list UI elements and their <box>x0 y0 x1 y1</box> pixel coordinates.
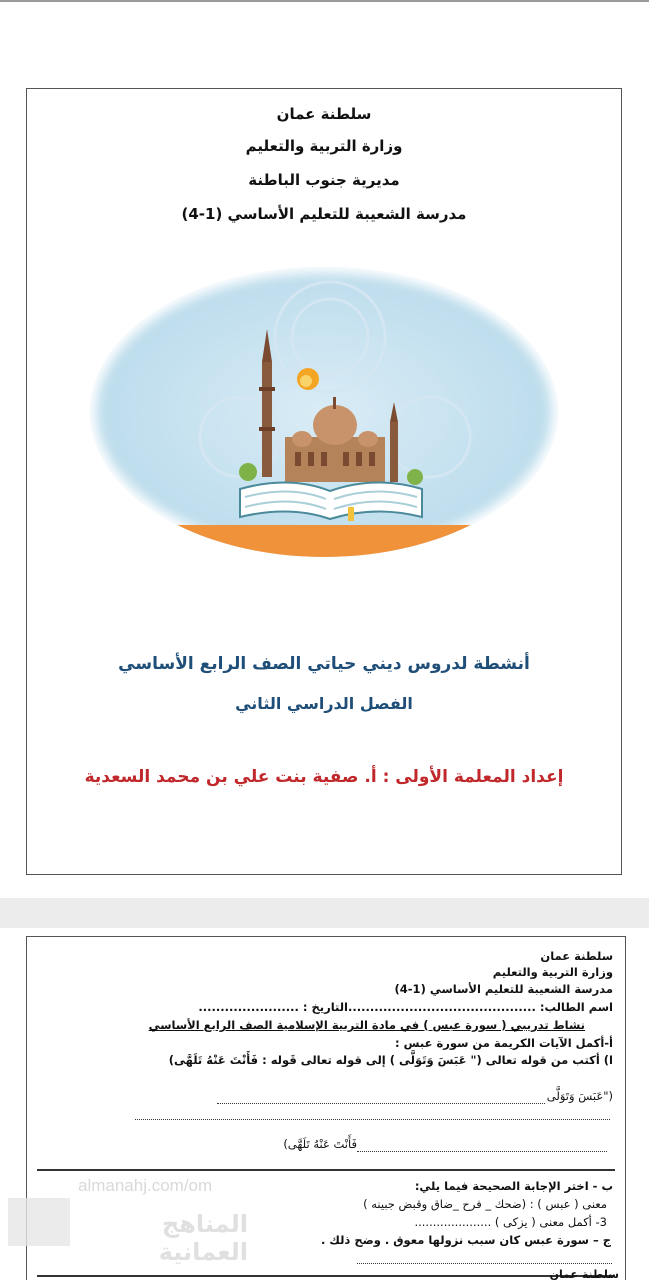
top-divider <box>0 0 649 2</box>
open-book-icon <box>240 482 422 519</box>
ws-header-line-3: مدرسة الشعيبة للتعليم الأساسي (1-4) <box>394 982 613 996</box>
cover-header-line-2: وزارة التربية والتعليم <box>245 137 403 155</box>
section-divider <box>37 1275 615 1277</box>
cover-header-line-1: سلطنة عمان <box>276 105 372 123</box>
ws-section-b-q1: معنى ( عبس ) : (ضحك _ فرح _ضاق وقبض جبينه ) <box>363 1197 607 1211</box>
ws-verse-end: فَأَنْتَ عَنْهُ تَلَهَّى) <box>283 1137 357 1151</box>
cover-header-line-4: مدرسة الشعيبة للتعليم الأساسي (1-4) <box>181 205 467 223</box>
ws-header-line-2: وزارة التربية والتعليم <box>492 965 613 979</box>
ws-verse-start: ("عَبَسَ وَتَوَلَّى <box>546 1089 613 1103</box>
ws-section-a-title: أ-أكمل الآيات الكريمة من سورة عبس : <box>395 1036 613 1050</box>
ws-section-c: ج – سورة عبس كان سبب نزولها معوق . وضح ذلك . <box>321 1233 611 1247</box>
ws-section-a-q1: ا) أكتب من قوله تعالى (" عَبَسَ وَتَوَلَّى ) إلى قوله تعالى قَوله : فَأَنْتَ عَنْهُ تَلَهَّى) <box>168 1053 613 1067</box>
ws-section-b-title: ب - اختر الإجابة الصحيحة فيما يلي: <box>414 1179 613 1193</box>
answer-line[interactable] <box>357 1151 607 1152</box>
cover-title-semester: الفصل الدراسي الثاني <box>235 694 413 713</box>
ws-section-b-q3: 3- أكمل معنى ( يزكى ) ..................... <box>414 1215 607 1229</box>
mosque-illustration-svg <box>90 267 558 557</box>
ws-header-line-1: سلطنة عمان <box>540 949 613 963</box>
cover-page <box>26 88 622 875</box>
ws-activity-title: نشاط تدريبي ( سورة عبس ) في مادة التربية الإسلامية الصف الرابع الأساسي <box>148 1018 585 1032</box>
cover-title-main: أنشطة لدروس ديني حياتي الصف الرابع الأساسي <box>118 654 530 674</box>
cover-header-line-3: مديرية جنوب الباطنة <box>248 171 400 189</box>
watermark <box>8 1170 248 1266</box>
next-page-header: سلطنة عمان <box>549 1268 619 1281</box>
ws-student-line: اسم الطالب: ...........................................التاريخ : ....................... <box>198 1000 613 1014</box>
watermark-site: almanahj.com/om <box>78 1176 213 1195</box>
answer-line[interactable] <box>135 1119 610 1120</box>
answer-line[interactable] <box>217 1103 545 1104</box>
mosque-book-illustration <box>90 267 558 557</box>
page-gap <box>0 898 649 928</box>
watermark-logo-icon <box>8 1198 70 1246</box>
answer-line[interactable] <box>357 1263 612 1264</box>
cover-author-line: إعداد المعلمة الأولى : أ. صفية بنت علي بن محمد السعدية <box>84 767 564 787</box>
watermark-name: المناهج العمانية <box>158 1210 248 1266</box>
